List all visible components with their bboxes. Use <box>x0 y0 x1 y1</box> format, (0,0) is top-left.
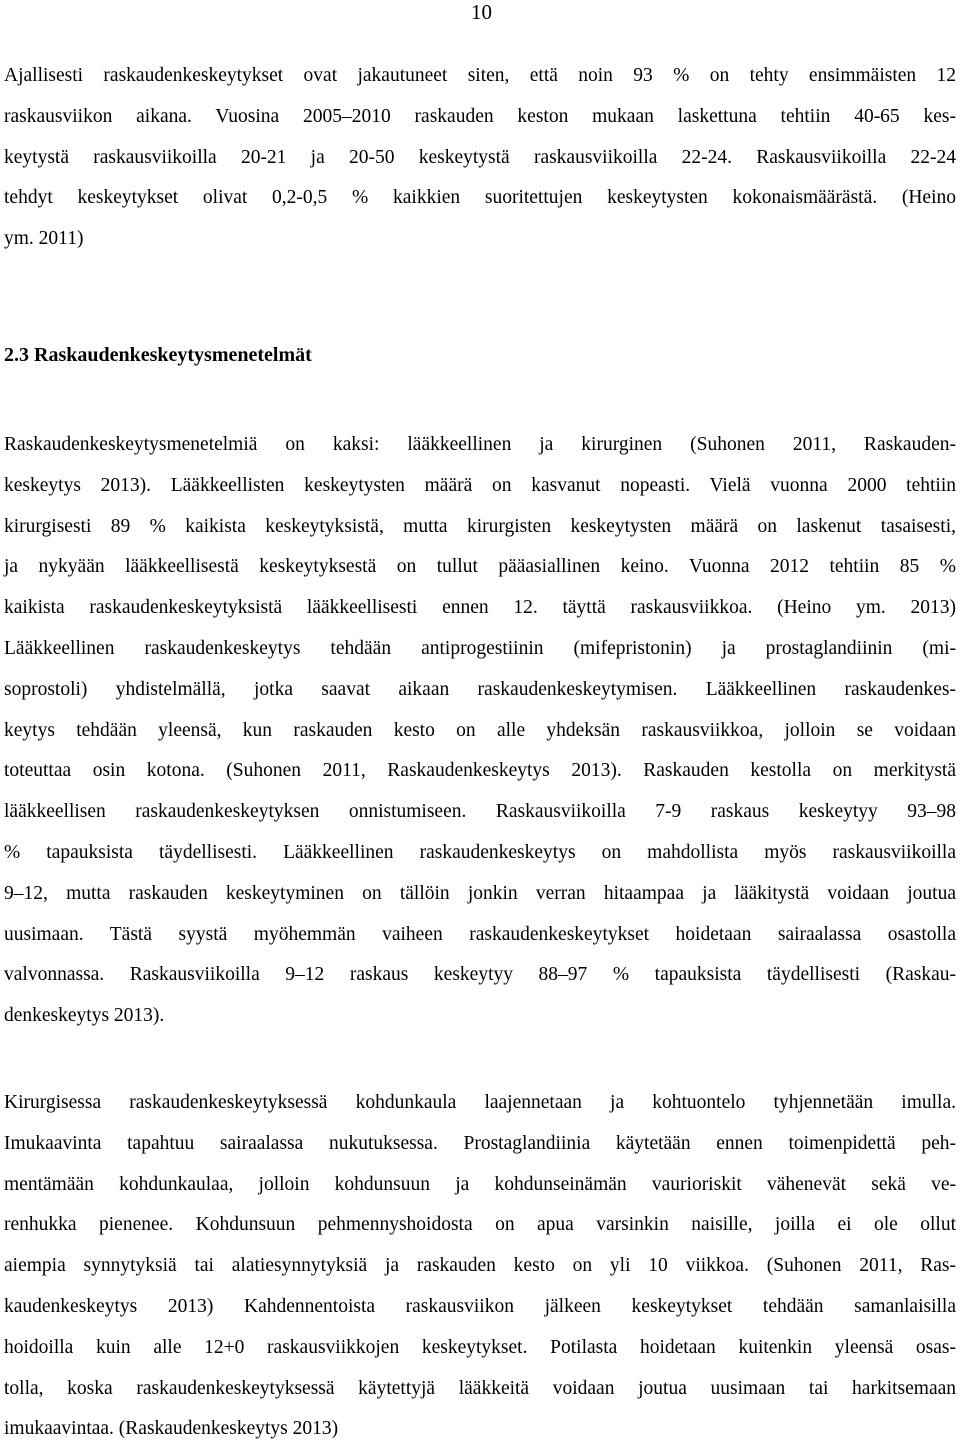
text-line: keskeytys 2013). Lääkkeellisten keskeytysten määrä on kasvanut nopeasti. Vielä vuonna 2000 tehtiin <box>4 474 956 496</box>
text-line: Raskaudenkeskeytysmenetelmiä on kaksi: lääkkeellinen ja kirurginen (Suhonen 2011, Raskauden- <box>4 434 956 455</box>
paragraph-surgical <box>4 1083 956 1450</box>
text-line: Imukaavinta tapahtuu sairaalassa nukutuksessa. Prostaglandiinia käytetään ennen toimenpidettä peh- <box>4 1132 956 1154</box>
page-number: 10 <box>471 0 492 24</box>
text-line: 9–12, mutta raskauden keskeytyminen on tällöin jonkin verran hitaampaa ja lääkitystä voidaan joutua <box>4 882 956 904</box>
text-line: kirurgisesti 89 % kaikista keskeytyksistä, mutta kirurgisten keskeytysten määrä on laskenut tasaisesti, <box>4 515 956 537</box>
text-line: toteuttaa osin kotona. (Suhonen 2011, Raskaudenkeskeytys 2013). Raskauden kestolla on merkitystä <box>4 760 956 782</box>
text-line: renhukka pienenee. Kohdunsuun pehmennyshoidosta on apua varsinkin naisille, joilla ei ole ollut <box>4 1214 956 1236</box>
section-heading: 2.3 Raskaudenkeskeytysmenetelmät <box>4 344 312 366</box>
text-line: keytystä raskausviikoilla 20-21 ja 20-50 keskeytystä raskausviikoilla 22-24. Raskausviikoilla 22-24 <box>4 146 956 168</box>
text-line: uusimaan. Tästä syystä myöhemmän vaiheen raskaudenkeskeytykset hoidetaan sairaalassa osastolla <box>4 923 956 945</box>
paragraph-timing <box>4 56 956 260</box>
text-line: raskausviikon aikana. Vuosina 2005–2010 raskauden keston mukaan laskettuna tehtiin 40-65 kes- <box>4 105 956 127</box>
text-line: tolla, koska raskaudenkeskeytyksessä käytettyjä lääkkeitä voidaan joutua uusimaan tai harkitsemaan <box>4 1377 956 1399</box>
text-line: Kirurgisessa raskaudenkeskeytyksessä kohdunkaula laajennetaan ja kohtuontelo tyhjennetään imulla. <box>4 1092 956 1113</box>
text-line: mentämään kohdunkaulaa, jolloin kohdunsuun ja kohdunseinämän vaurioriskit vähenevät sekä ve- <box>4 1173 956 1195</box>
text-line: Lääkkeellinen raskaudenkeskeytys tehdään antiprogestiinin (mifepristonin) ja prostaglandiinin (mi- <box>4 637 956 659</box>
text-line: ym. 2011) <box>4 228 84 250</box>
text-line: lääkkeellisen raskaudenkeskeytyksen onnistumiseen. Raskausviikoilla 7-9 raskaus keskeytyy 93–98 <box>4 801 956 823</box>
text-line: % tapauksista täydellisesti. Lääkkeellinen raskaudenkeskeytys on mahdollista myös raskausviikoilla <box>4 841 956 863</box>
text-line: ja nykyään lääkkeellisestä keskeytyksestä on tullut pääasiallinen keino. Vuonna 2012 tehtiin 85 % <box>4 556 956 578</box>
text-line: hoidoilla kuin alle 12+0 raskausviikkojen keskeytykset. Potilasta hoidetaan kuitenkin yleensä osas- <box>4 1336 956 1358</box>
text-line: aiempia synnytyksiä tai alatiesynnytyksiä ja raskauden kesto on yli 10 viikkoa. (Suhonen 2011, Ras- <box>4 1255 956 1277</box>
text-line: kaudenkeskeytys 2013) Kahdennentoista raskausviikon jälkeen keskeytykset tehdään samanlaisilla <box>4 1295 956 1317</box>
text-line: denkeskeytys 2013). <box>4 1005 165 1027</box>
text-line: tehdyt keskeytykset olivat 0,2-0,5 % kaikkien suoritettujen keskeytysten kokonaismäärästä. (Heino <box>4 187 956 209</box>
paragraph-methods <box>4 425 956 1037</box>
text-line: valvonnassa. Raskausviikoilla 9–12 raskaus keskeytyy 88–97 % tapauksista täydellisesti (Raskau- <box>4 964 956 986</box>
text-line: keytys tehdään yleensä, kun raskauden kesto on alle yhdeksän raskausviikkoa, jolloin se voidaan <box>4 719 956 741</box>
text-line: soprostoli) yhdistelmällä, jotka saavat aikaan raskaudenkeskeytymisen. Lääkkeellinen raskaudenkes- <box>4 678 956 700</box>
text-line: Ajallisesti raskaudenkeskeytykset ovat jakautuneet siten, että noin 93 % on tehty ensimmäisten 12 <box>4 65 956 86</box>
text-line: imukaavintaa. (Raskaudenkeskeytys 2013) <box>4 1418 339 1440</box>
text-line: kaikista raskaudenkeskeytyksistä lääkkeellisesti ennen 12. täyttä raskausviikkoa. (Heino ym. 2013) <box>4 597 956 619</box>
